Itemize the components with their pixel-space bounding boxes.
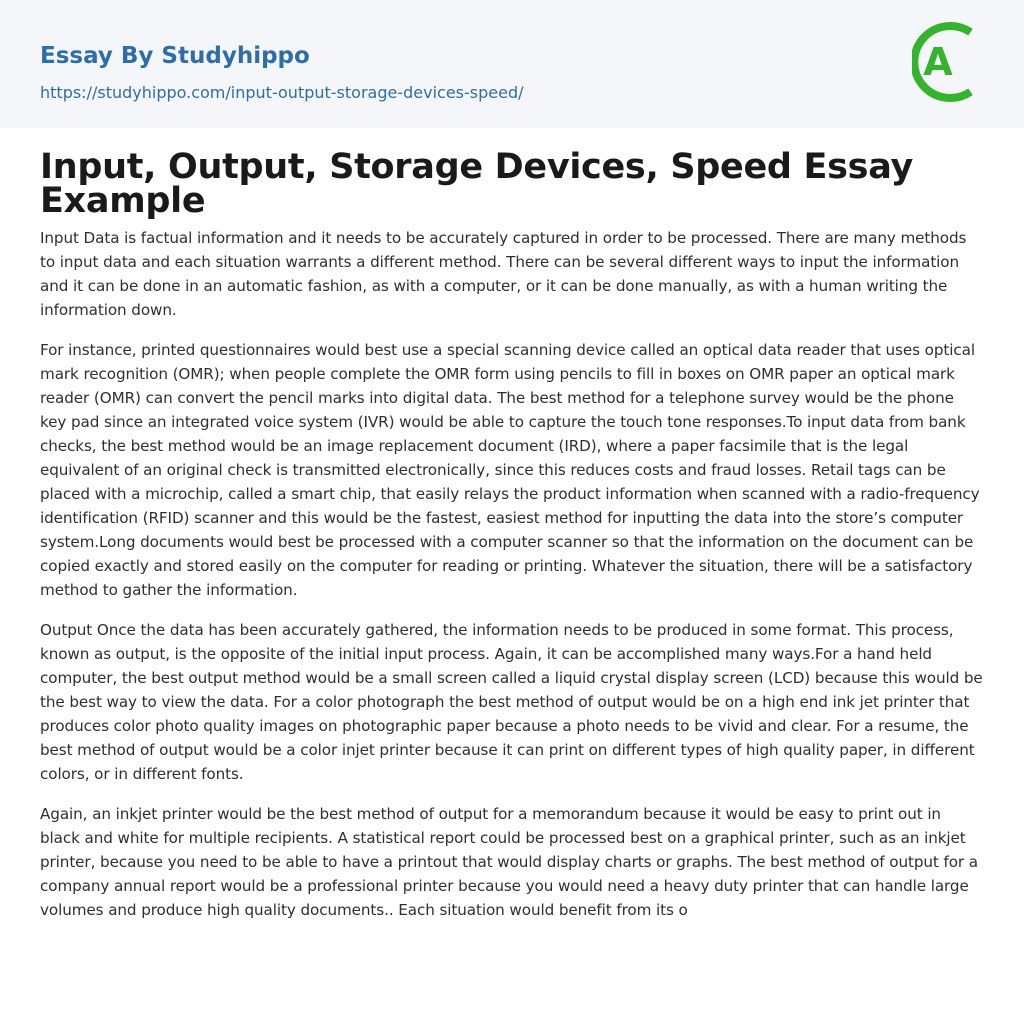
logo-letter: A xyxy=(923,40,953,84)
page-title: Input, Output, Storage Devices, Speed Essay Example xyxy=(40,147,913,221)
site-header xyxy=(0,0,1024,128)
site-brand[interactable]: Essay By Studyhippo xyxy=(40,43,310,69)
essay-paragraph: Input Data is factual information and it needs to be accurately captured in order to be processed. There are many methods to input data and each situation warrants a different method. There can be several different ways to input the information and it can be done in an automatic fashion, as with a computer, or it can be done manually, as with a human writing the information down. xyxy=(40,229,967,319)
essay-url-link[interactable]: https://studyhippo.com/input-output-storage-devices-speed/ xyxy=(40,83,524,102)
essay-paragraph: For instance, printed questionnaires would best use a special scanning device called an optical data reader that uses optical mark recognition (OMR); when people complete the OMR form using pencils to fill in boxes on OMR paper an optical mark reader (OMR) can convert the pencil marks into digital data. The best method for a telephone survey would be the phone key pad since an integrated voice system (IVR) would be able to capture the touch tone responses.To input data from bank checks, the best method would be an image replacement document (IRD), where a paper facsimile that is the legal equivalent of an original check is transmitted electronically, since this reduces costs and fraud losses. Retail tags can be placed with a microchip, called a smart chip, that easily relays the product information when scanned with a radio-frequency identification (RFID) scanner and this would be the fastest, easiest method for inputting the data into the store’s computer system.Long documents would best be processed with a computer scanner so that the information on the document can be copied exactly and stored easily on the computer for reading or printing. Whatever the situation, there will be a satisfactory method to gather the information. xyxy=(40,341,980,599)
article-content xyxy=(0,128,1024,922)
essay-paragraph: Output Once the data has been accurately gathered, the information needs to be produced in some format. This process, known as output, is the opposite of the initial input process. Again, it can be accomplished many ways.For a hand held computer, the best output method would be a small screen called a liquid crystal display screen (LCD) because this would be the best way to view the data. For a color photograph the best method of output would be on a high end ink jet printer that produces color photo quality images on photographic paper because a photo needs to be vivid and clear. For a resume, the best method of output would be a color injet printer because it can print on different types of high quality paper, in different colors, or in different fonts. xyxy=(40,621,983,783)
essay-paragraph: Again, an inkjet printer would be the best method of output for a memorandum because it would be easy to print out in black and white for multiple recipients. A statistical report could be processed best on a graphical printer, such as an inkjet printer, because you need to be able to have a printout that would display charts or graphs. The best method of output for a company annual report would be a professional printer because you would need a heavy duty printer that can handle large volumes and produce high quality documents.. Each situation would benefit from its o xyxy=(40,805,979,919)
studyhippo-logo-icon[interactable] xyxy=(912,18,986,106)
